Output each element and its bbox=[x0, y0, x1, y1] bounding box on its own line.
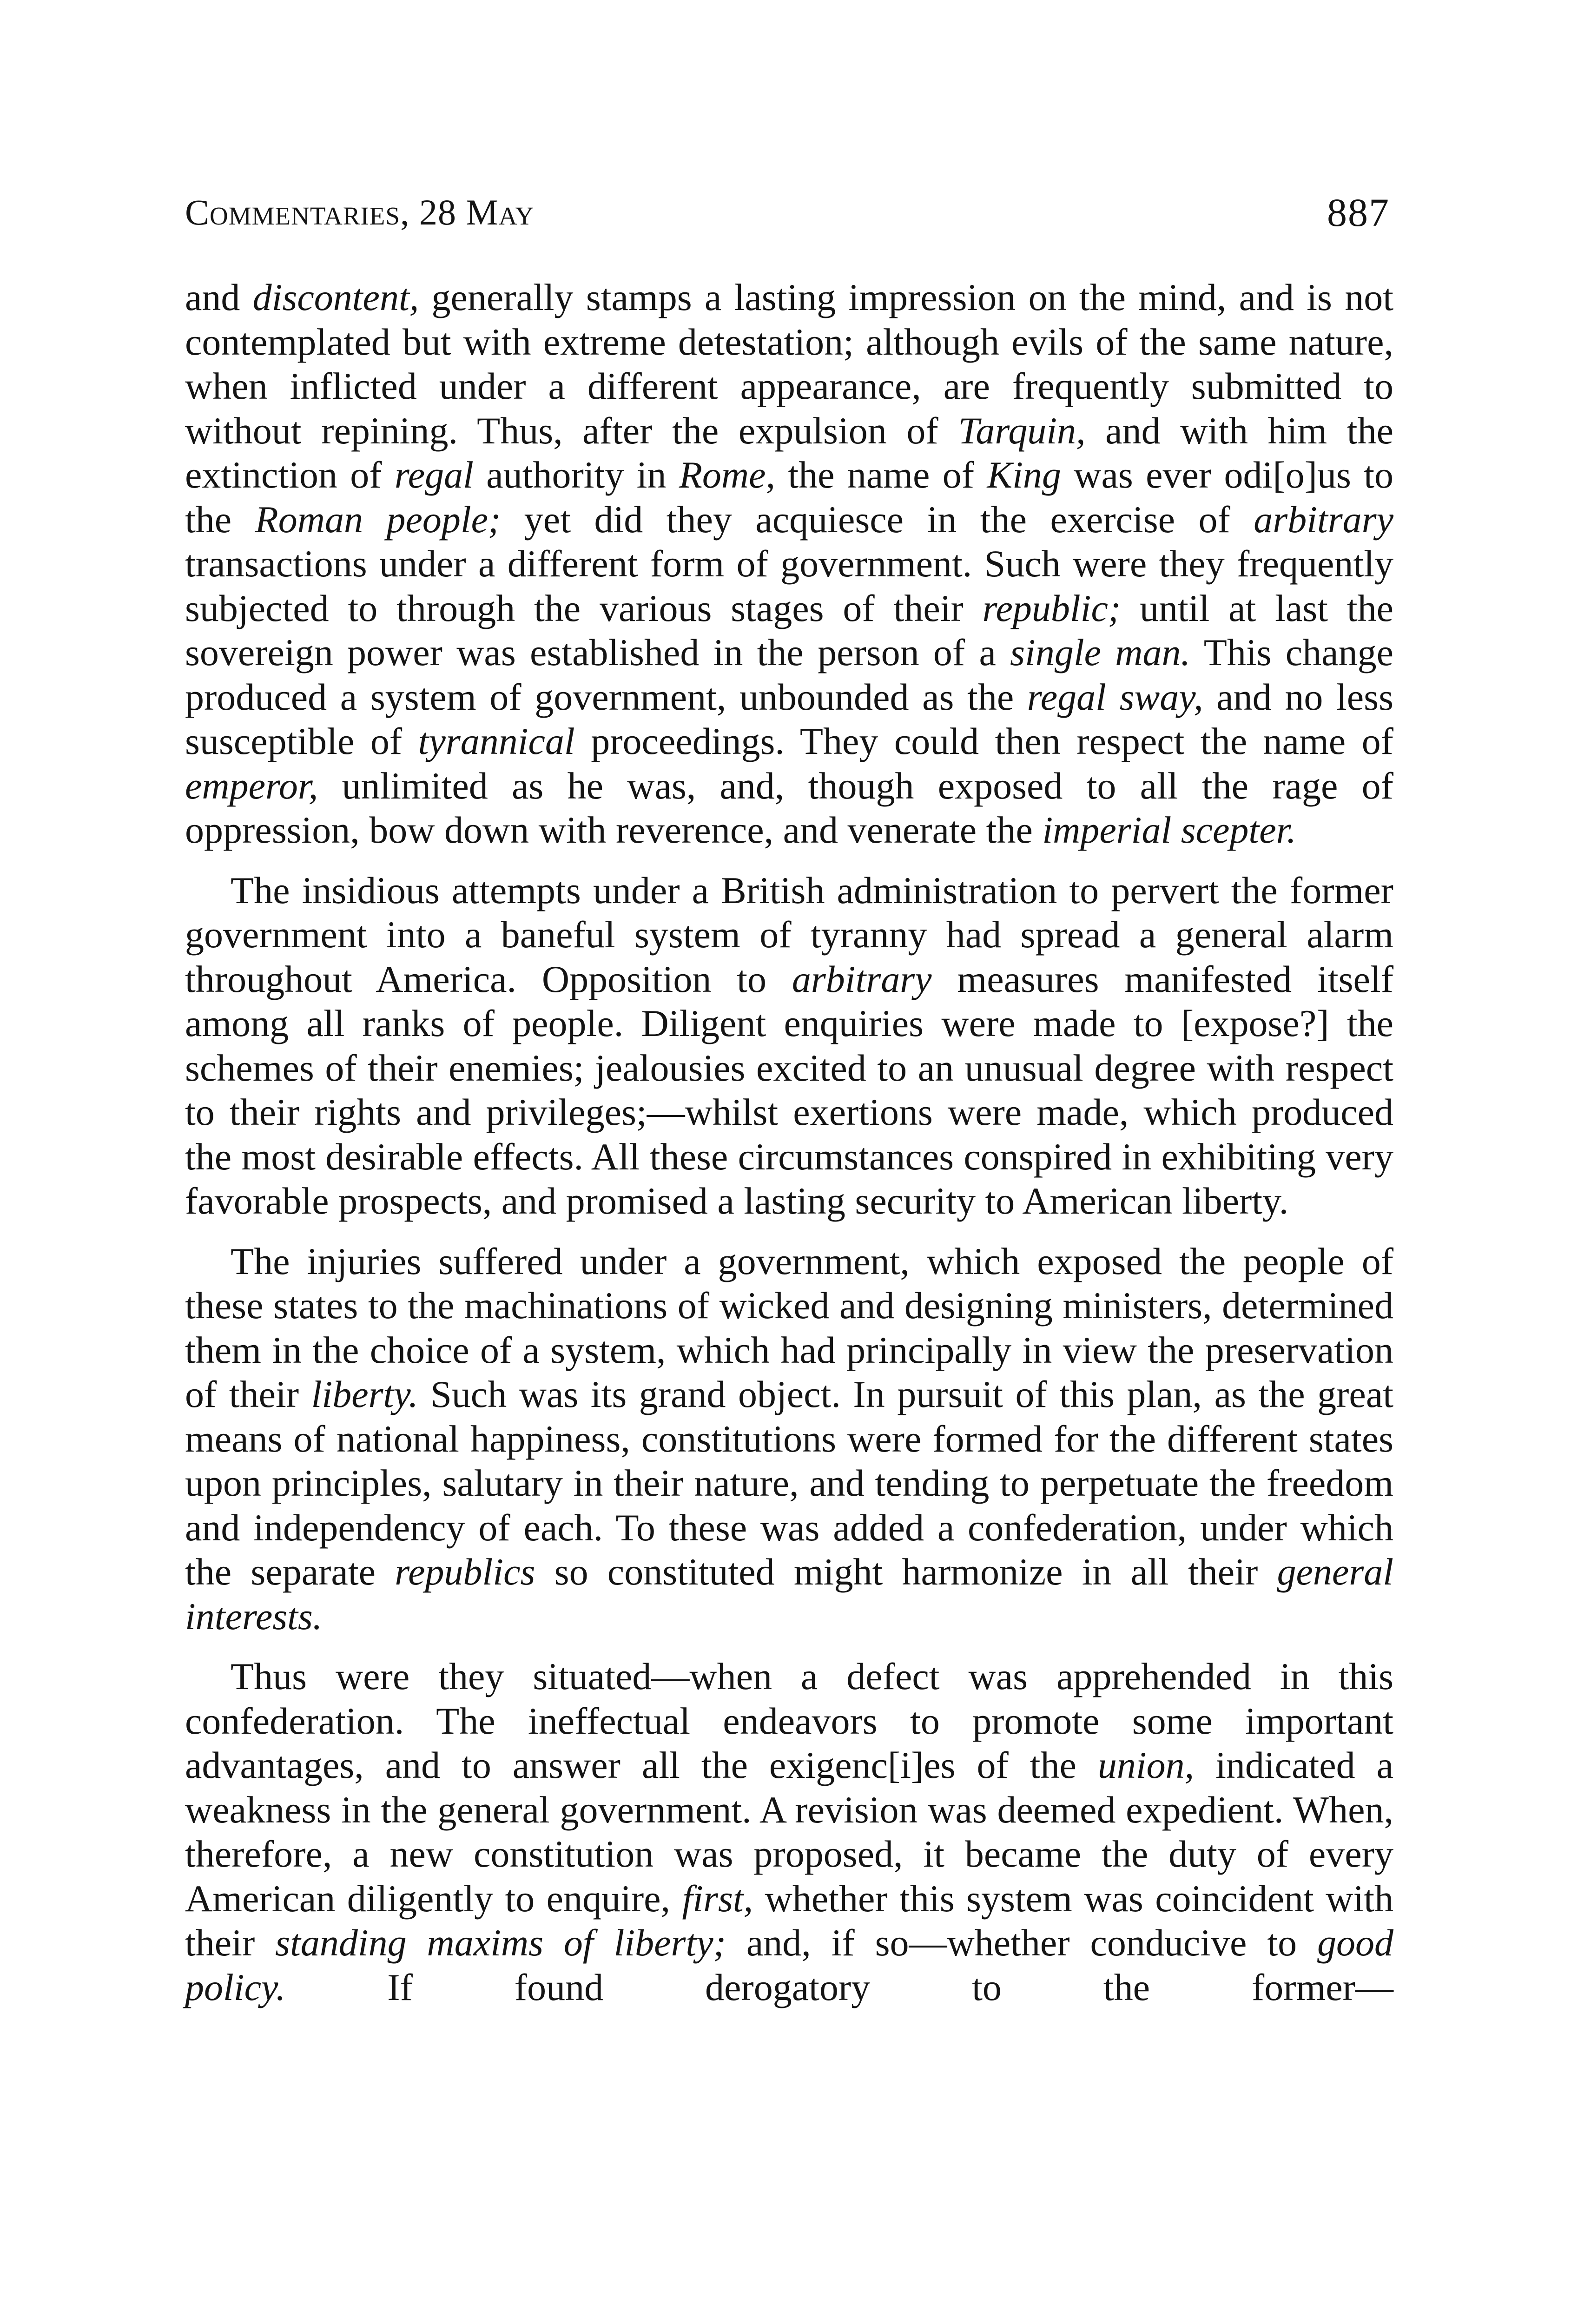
text-run: This change produced a system of government, unbounded as the bbox=[185, 631, 1393, 718]
text-run: Such was its grand object. In pursuit of this plan, as the great means of national happiness, constitutions were formed for the different states upon principles, salutary in their nature, and tending to perpetuate the freedom and independency of each. To these was added a confederation, under which the separate bbox=[185, 1373, 1393, 1593]
text-run: and with him the extinction of bbox=[185, 409, 1393, 496]
text-run: and no less susceptible of bbox=[185, 675, 1393, 762]
text-run: Thus were they situated—when a defect was apprehended in this confederation. The ineffectual endeavors to promote some important advantages, and to answer all the exigenc[i]es of the bbox=[185, 1655, 1393, 1786]
text-run: The injuries suffered under a government, which exposed the people of these states to the machinations of wicked and designing ministers, determined them in the choice of a system, which had principally in view the preservation of their bbox=[185, 1240, 1393, 1415]
text-run: unlimited as he was, and, though exposed to all the rage of oppression, bow down with reverence, and venerate the bbox=[185, 764, 1393, 851]
italic-run: arbitrary bbox=[792, 957, 932, 1000]
text-run: authority in bbox=[473, 454, 679, 496]
italic-run: imperial scepter. bbox=[1042, 809, 1296, 851]
italic-run: first, bbox=[682, 1877, 753, 1920]
italic-run: standing maxims of liberty; bbox=[275, 1921, 726, 1964]
italic-run: general interests. bbox=[185, 1551, 1394, 1637]
text-run: and bbox=[185, 276, 253, 318]
italic-run: republics bbox=[395, 1551, 535, 1593]
paragraph-1 bbox=[185, 275, 1393, 852]
text-run: the name of bbox=[775, 454, 987, 496]
italic-run: King bbox=[987, 454, 1061, 496]
italic-run: emperor, bbox=[185, 764, 318, 807]
italic-run: liberty. bbox=[311, 1373, 418, 1415]
text-run: and, if so—whether conducive to bbox=[726, 1921, 1317, 1964]
italic-run: Rome, bbox=[679, 454, 776, 496]
page-number: 887 bbox=[1327, 190, 1390, 235]
paragraph-2 bbox=[185, 868, 1393, 1223]
text-run: until at last the sovereign power was established in the person of a bbox=[185, 587, 1394, 673]
text-run: transactions under a different form of government. Such were they frequently subjected to through the various stages of their bbox=[185, 542, 1393, 629]
italic-run: regal sway, bbox=[1027, 675, 1203, 718]
text-run: was ever odi[o]us to the bbox=[185, 454, 1393, 541]
text-run: indicated a weakness in the general government. A revision was deemed expedient. When, therefore, a new constitution was proposed, it became the duty of every American diligently to enquire, bbox=[185, 1744, 1393, 1920]
italic-run: republic; bbox=[982, 587, 1121, 629]
text-run: so constituted might harmonize in all their bbox=[535, 1551, 1277, 1593]
text-run: yet did they acquiesce in the exercise of bbox=[501, 498, 1254, 541]
text-run: generally stamps a lasting impression on the mind, and is not contemplated but with extreme detestation; although evils of the same nature, when inflicted under a different appearance, are frequently submitted to without repining. Thus, after the expulsion of bbox=[185, 276, 1394, 452]
italic-run: Roman people; bbox=[255, 498, 501, 541]
italic-run: discontent, bbox=[252, 276, 419, 318]
italic-run: Tarquin, bbox=[958, 409, 1086, 452]
paragraph-4 bbox=[185, 1654, 1393, 2009]
paragraph-3 bbox=[185, 1239, 1393, 1639]
italic-run: good policy. bbox=[185, 1921, 1393, 2008]
text-run: If found derogatory to the former— bbox=[285, 1966, 1393, 2008]
running-head bbox=[185, 187, 1390, 238]
italic-run: regal bbox=[394, 454, 474, 496]
italic-run: tyrannical bbox=[418, 720, 575, 762]
text-run: The insidious attempts under a British administration to pervert the former government into a baneful system of tyranny had spread a general alarm throughout America. Opposition to bbox=[185, 869, 1393, 1000]
italic-run: single man. bbox=[1010, 631, 1190, 673]
italic-run: union, bbox=[1097, 1744, 1195, 1786]
body-text bbox=[185, 275, 1393, 2025]
text-run: proceedings. They could then respect the name of bbox=[574, 720, 1393, 762]
text-run: whether this system was coincident with their bbox=[185, 1877, 1393, 1964]
text-run: measures manifested itself among all ranks of people. Diligent enquiries were made to [expose?] the schemes of their enemies; jealousies excited to an unusual degree with respect to their rights and privileges;—whilst exertions were made, which produced the most desirable effects. All these circumstances conspired in exhibiting very favorable prospects, and promised a lasting security to American liberty. bbox=[185, 957, 1393, 1222]
italic-run: arbitrary bbox=[1254, 498, 1393, 541]
running-head-title: Commentaries, 28 May bbox=[185, 192, 535, 232]
